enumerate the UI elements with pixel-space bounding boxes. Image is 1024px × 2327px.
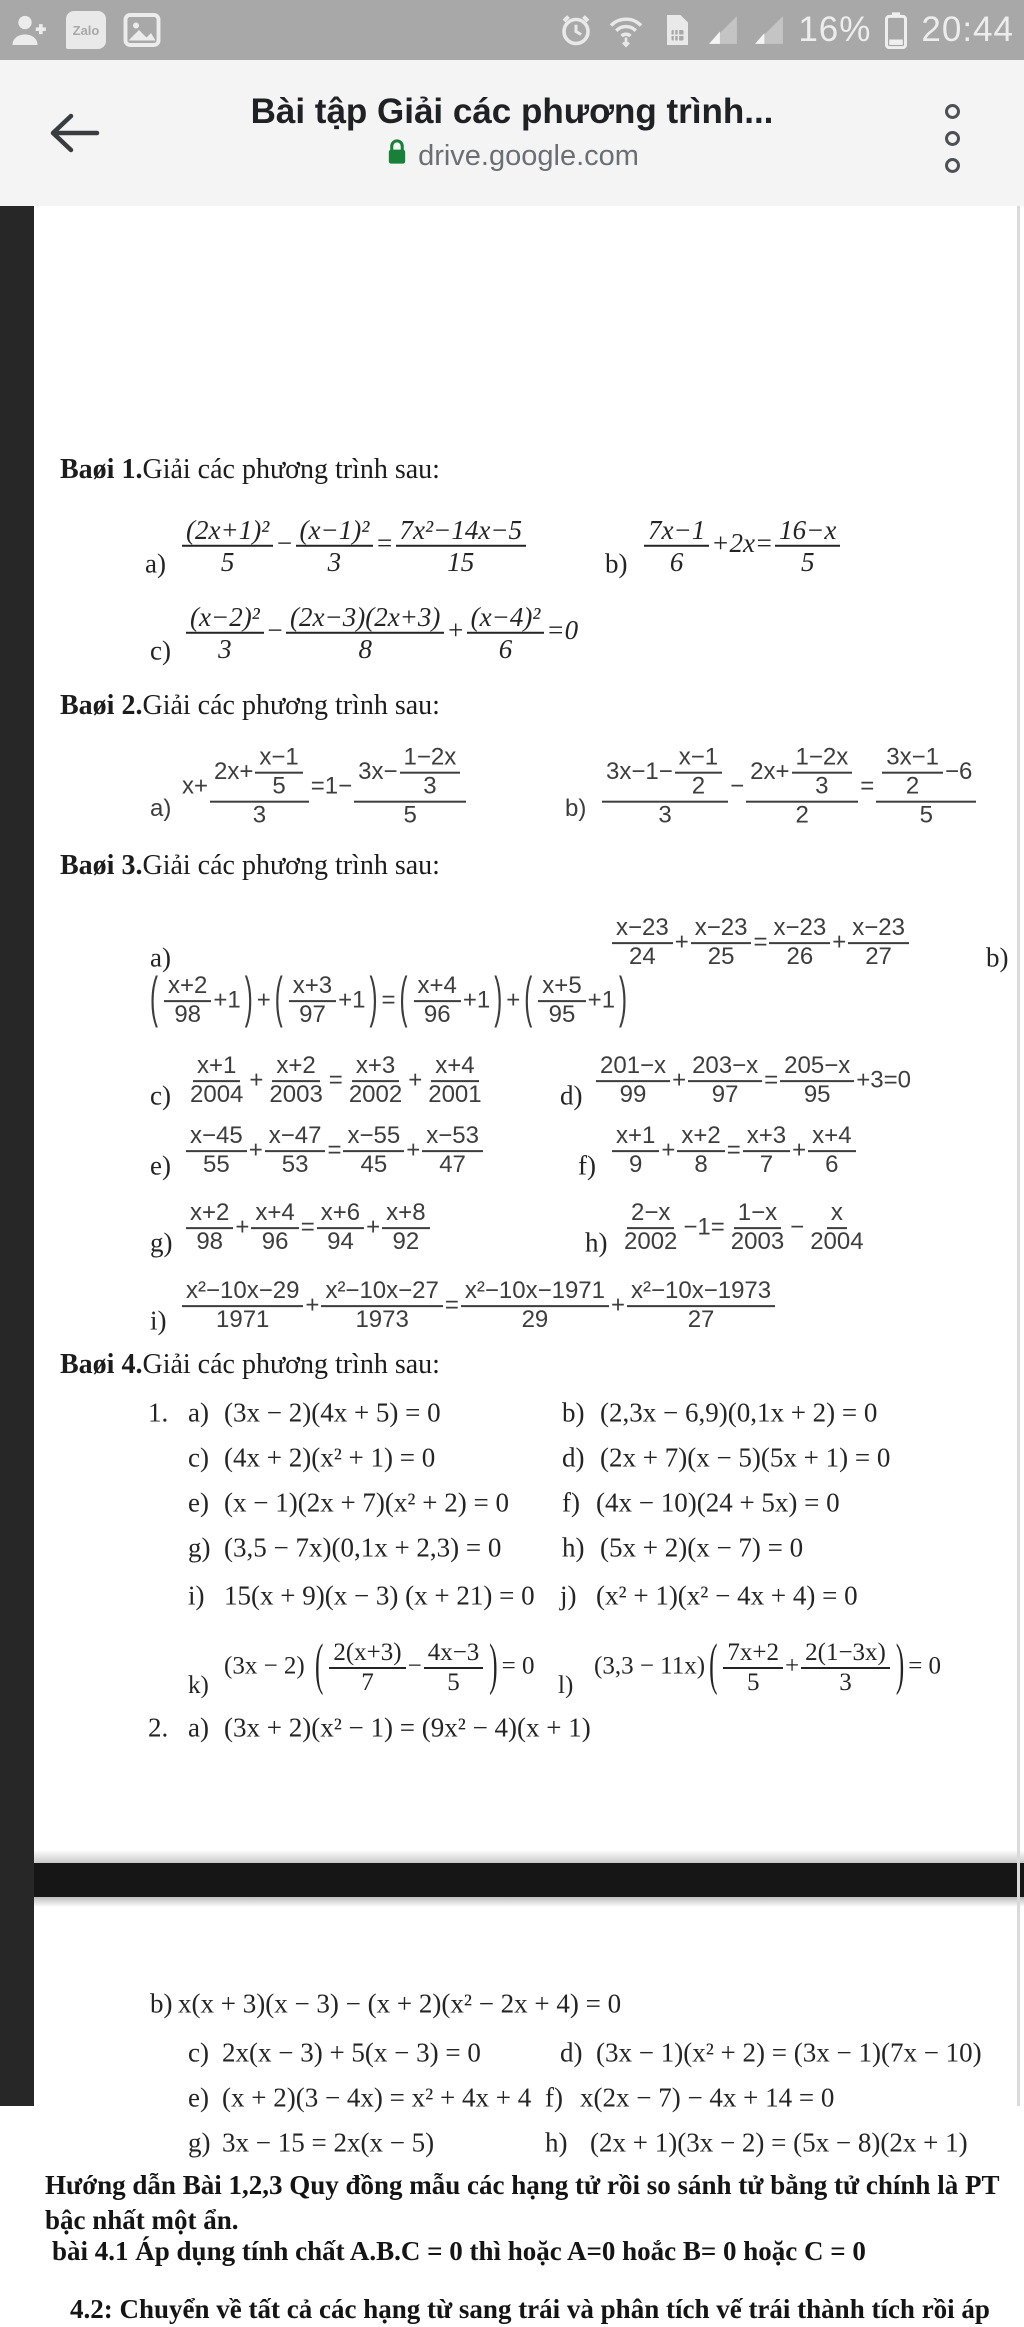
bai3-row-gh bbox=[0, 1186, 1024, 1270]
item-label: d) bbox=[560, 1080, 583, 1111]
item-label: a) bbox=[150, 942, 171, 973]
item-label: g) bbox=[188, 2127, 211, 2158]
equation: (3x − 2) ( $\frac{2(x+3)}{7}$ − $\frac{4x-3}{5}$ ) = 0 bbox=[224, 1634, 535, 1697]
equation: $\frac{\text{(x−2)²}}{3}$ − $\frac{(2x-3)(2x+3)}{8}$ + $\frac{\text{(x−4)²}}{6}$ =0 bbox=[184, 602, 578, 664]
equation: x(2x − 7) − 4x + 14 = 0 bbox=[580, 2082, 835, 2113]
equation: $\frac{x+2}{98}$ + $\frac{x+4}{96}$ = $\frac{x+6}{94}$ + $\frac{x+8}{92}$ bbox=[184, 1200, 432, 1256]
item-label: a) bbox=[188, 1397, 209, 1428]
item-label: j) bbox=[560, 1580, 577, 1611]
sim-icon bbox=[658, 12, 694, 48]
back-button[interactable] bbox=[42, 104, 106, 162]
page-title: Bài tập Giải các phương trình... bbox=[250, 92, 774, 131]
equation: (2,3x − 6,9)(0,1x + 2) = 0 bbox=[600, 1397, 878, 1428]
equation: $\frac{x+1}{2004}$ + $\frac{x+2}{2003}$ = $\frac{x+3}{2002}$ + $\frac{x+4}{2001}$ bbox=[190, 1052, 482, 1108]
gallery-icon bbox=[122, 12, 162, 48]
item-label: b) bbox=[986, 942, 1009, 973]
equation: (x + 2)(3 − 4x) = x² + 4x + 4 bbox=[222, 2082, 532, 2113]
bai4-row-ij bbox=[0, 1576, 1024, 1616]
item-label: a) bbox=[145, 548, 166, 579]
guide-note-2: bài 4.1 Áp dụng tính chất A.B.C = 0 thì hoặc A=0 hoắc B= 0 hoặc C = 0 bbox=[52, 2236, 866, 2266]
item-label: a) bbox=[188, 1712, 209, 1743]
equation: (3,3 − 11x) ( $\frac{7x+2}{5}$ + $\frac{2(1-3x)}{3}$ ) = 0 bbox=[594, 1634, 942, 1697]
equation: (4x + 2)(x² + 1) = 0 bbox=[224, 1442, 436, 1473]
item-label: c) bbox=[150, 1080, 171, 1111]
lock-icon bbox=[385, 138, 409, 174]
equation: x+ 2x+ $\frac{x-1}{5}$ 3 =1− 3x− $\frac{1-2x}{3}$ 5 bbox=[182, 745, 468, 830]
bai3-heading: Baøi 3.Giải các phương trình sau: bbox=[60, 850, 440, 881]
item-label: i) bbox=[150, 1305, 167, 1336]
equation: (3,5 − 7x)(0,1x + 2,3) = 0 bbox=[224, 1532, 502, 1563]
alarm-icon bbox=[558, 12, 594, 48]
page-left-margin-strip bbox=[0, 206, 34, 2106]
url-bar bbox=[385, 138, 639, 174]
equation: 15(x + 9)(x − 3) (x + 21) = 0 bbox=[224, 1580, 535, 1611]
bai1-heading: Baøi 1.Giải các phương trình sau: bbox=[60, 454, 440, 485]
equation: $\frac{\text{(2x+1)²}}{5}$ − $\frac{\text{(x−1)²}}{3}$ = $\frac{\text{7x²−14x−5}}{15}$ bbox=[180, 515, 528, 577]
equation: $\frac{x-45}{55}$ + $\frac{x-47}{53}$ = $\frac{x-55}{45}$ + $\frac{x-53}{47}$ bbox=[184, 1123, 485, 1179]
bai4-heading: Baøi 4.Giải các phương trình sau: bbox=[60, 1349, 440, 1380]
item-label: c) bbox=[188, 1442, 209, 1473]
item-label: g) bbox=[150, 1227, 173, 1258]
page2-row-ef bbox=[0, 2078, 1024, 2118]
page2-row-gh bbox=[0, 2123, 1024, 2163]
equation: 3x−1− $\frac{x-1}{2}$ 3 − 2x+ $\frac{1-2x}{3}$ 2 = $\frac{3x-1}{2}$ −6 5 bbox=[600, 745, 978, 830]
status-icons-right bbox=[558, 10, 1014, 50]
item-label: f) bbox=[562, 1487, 580, 1518]
list-number: 1. bbox=[148, 1397, 169, 1428]
item-label: c) bbox=[150, 635, 171, 666]
app-header bbox=[0, 60, 1024, 206]
page2-top-shadow bbox=[0, 1897, 1024, 1907]
item-label: a) bbox=[150, 795, 172, 823]
page1-bottom-shadow bbox=[0, 1850, 1024, 1863]
signal-icon bbox=[706, 13, 740, 47]
bai4-row-ef bbox=[0, 1483, 1024, 1523]
item-label: h) bbox=[562, 1532, 585, 1563]
bai1-row-c bbox=[0, 583, 1024, 683]
person-add-icon bbox=[10, 10, 50, 50]
equation: (3x − 1)(x² + 2) = (3x − 1)(7x − 10) bbox=[596, 2037, 982, 2068]
item-label: f) bbox=[545, 2082, 563, 2113]
item-label: b) bbox=[562, 1397, 585, 1428]
bai3-row-i bbox=[0, 1264, 1024, 1348]
bai4-row-2a bbox=[0, 1708, 1024, 1748]
overflow-menu-button[interactable] bbox=[932, 98, 972, 178]
equation: (2x + 7)(x − 5)(5x + 1) = 0 bbox=[600, 1442, 891, 1473]
item-label: e) bbox=[188, 2082, 209, 2113]
bai2-row-ab bbox=[0, 718, 1024, 856]
page-break-bar bbox=[0, 1863, 1024, 1897]
equation: (3x − 2)(4x + 5) = 0 bbox=[224, 1397, 441, 1428]
item-label: b) bbox=[565, 795, 587, 823]
item-label: i) bbox=[188, 1580, 205, 1611]
equation: $\frac{x-23}{24}$ + $\frac{x-23}{25}$ = $\frac{x-23}{26}$ + $\frac{x-23}{27}$ bbox=[610, 915, 911, 971]
item-label: b) bbox=[150, 1988, 173, 2019]
item-label: c) bbox=[188, 2037, 209, 2068]
item-label: g) bbox=[188, 1532, 211, 1563]
bai4-row-kl bbox=[0, 1618, 1024, 1718]
wifi-icon bbox=[606, 12, 646, 48]
equation: $\frac{7x-1}{6}$ +2x= $\frac{16-x}{5}$ bbox=[642, 515, 842, 577]
document-page[interactable] bbox=[0, 206, 1024, 2324]
equation: $\frac{201-x}{99}$ + $\frac{203-x}{97}$ = $\frac{205-x}{95}$ +3=0 bbox=[594, 1053, 911, 1109]
item-label: e) bbox=[150, 1150, 171, 1181]
bai2-heading: Baøi 2.Giải các phương trình sau: bbox=[60, 690, 440, 721]
equation: (2x + 1)(3x − 2) = (5x − 8)(2x + 1) bbox=[590, 2127, 968, 2158]
status-bar bbox=[0, 0, 1024, 60]
clock-text: 20:44 bbox=[921, 10, 1014, 49]
equation: $\frac{\text{x²−10x−29}}{1971}$ + $\frac{\text{x²−10x−27}}{1973}$ = $\frac{\text{x²−10x−1971}}{29}$ + $\frac{\text{x²−10x−1973}}{27}$ bbox=[180, 1278, 777, 1334]
equation: (3x + 2)(x² − 1) = (9x² − 4)(x + 1) bbox=[224, 1712, 591, 1743]
bai3-row-b bbox=[0, 959, 1024, 1043]
bai4-row-cd bbox=[0, 1438, 1024, 1478]
guide-note-3-clipped: 4.2: Chuyển về tất cả các hạng từ sang trái và phân tích vế trái thành tích rồi áp bbox=[70, 2294, 990, 2324]
equation: 3x − 15 = 2x(x − 5) bbox=[222, 2127, 435, 2158]
equation: 2x(x − 3) + 5(x − 3) = 0 bbox=[222, 2037, 481, 2068]
item-label: f) bbox=[578, 1150, 596, 1181]
battery-icon bbox=[883, 11, 909, 49]
equation: (x² + 1)(x² − 4x + 4) = 0 bbox=[596, 1580, 858, 1611]
equation: (x − 1)(2x + 7)(x² + 2) = 0 bbox=[224, 1487, 509, 1518]
guide-note-1: Hướng dẫn Bài 1,2,3 Quy đồng mẫu các hạng tử rồi so sánh tử bằng tử chính là PT bậc nhất một ẩn. bbox=[45, 2170, 999, 2235]
battery-percent: 16% bbox=[798, 10, 872, 49]
bai1-row-ab bbox=[0, 496, 1024, 596]
page2-row-cd bbox=[0, 2033, 1024, 2073]
list-number: 2. bbox=[148, 1712, 169, 1743]
item-label: d) bbox=[562, 1442, 585, 1473]
equation: x(x + 3)(x − 3) − (x + 2)(x² − 2x + 4) = 0 bbox=[178, 1988, 622, 2019]
item-label: h) bbox=[585, 1227, 608, 1258]
equation: $\frac{x+1}{9}$ + $\frac{x+2}{8}$ = $\frac{x+3}{7}$ + $\frac{x+4}{6}$ bbox=[610, 1123, 858, 1179]
item-label: e) bbox=[188, 1487, 209, 1518]
equation: ( $\frac{x+2}{98}$ +1 ) + ( $\frac{x+3}{97}$ +1 ) = ( $\frac{x+4}{96}$ +1 ) + ( $\frac{x+5}{95}$ +1 ) bbox=[150, 968, 628, 1031]
signal-icon-2 bbox=[752, 13, 786, 47]
url-text: drive.google.com bbox=[418, 139, 639, 172]
item-label: k) bbox=[188, 1672, 209, 1699]
bai4-row-ab bbox=[0, 1393, 1024, 1433]
item-label: h) bbox=[545, 2127, 568, 2158]
page-right-edge bbox=[1017, 206, 1020, 2106]
bai3-row-ef bbox=[0, 1109, 1024, 1193]
equation: $\frac{2-x}{2002}$ −1= $\frac{1-x}{2003}$ − $\frac{x}{2004}$ bbox=[624, 1199, 864, 1255]
item-label: b) bbox=[605, 548, 628, 579]
item-label: l) bbox=[558, 1672, 574, 1699]
page2-row-b bbox=[0, 1984, 1024, 2024]
zalo-icon: Zalo bbox=[66, 11, 106, 49]
equation: (4x − 10)(24 + 5x) = 0 bbox=[596, 1487, 840, 1518]
item-label: d) bbox=[560, 2037, 583, 2068]
equation: (5x + 2)(x − 7) = 0 bbox=[600, 1532, 804, 1563]
bai4-row-gh bbox=[0, 1528, 1024, 1568]
status-icons-left bbox=[10, 10, 162, 50]
